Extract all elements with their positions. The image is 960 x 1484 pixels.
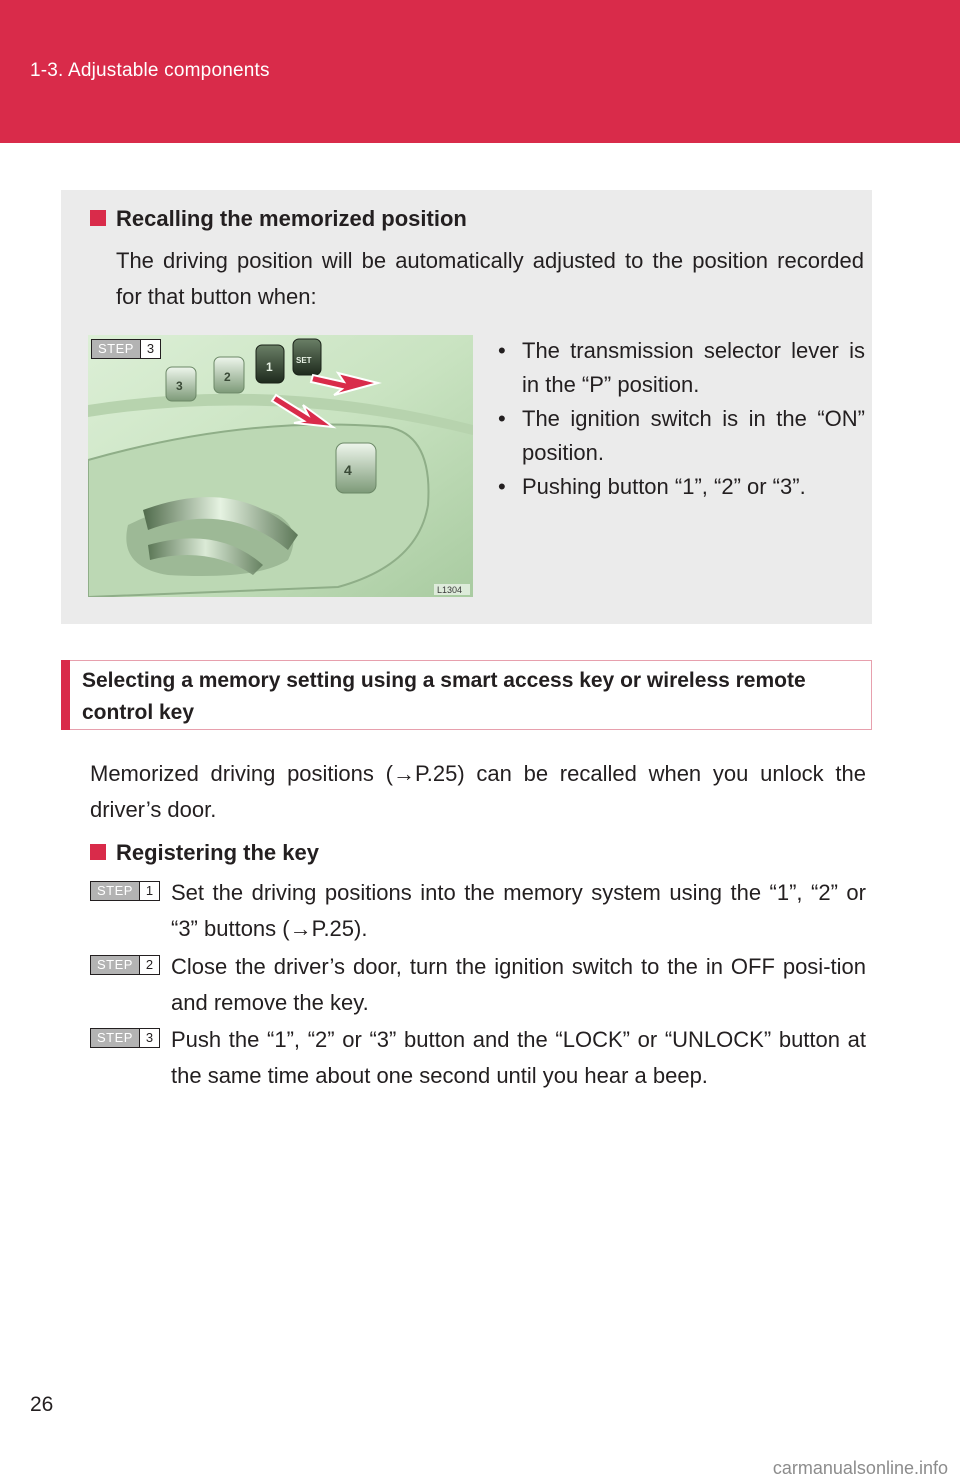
step-badge: STEP 1 (90, 881, 160, 901)
section-breadcrumb: 1-3. Adjustable components (30, 60, 270, 81)
section-title: Selecting a memory setting using a smart access key or wireless remote control key (82, 669, 806, 724)
register-heading-text: Registering the key (116, 840, 319, 865)
button-1-label: 1 (266, 360, 273, 374)
door-memory-buttons-illustration (88, 335, 473, 597)
step-word: STEP (92, 340, 141, 358)
figure-code: L1304 (437, 585, 463, 595)
step-text: Set the driving positions into the memory system using the “1”, “2” or “3” buttons (→P.25). (171, 880, 866, 941)
register-heading (90, 840, 319, 866)
step-text: Close the driver’s door, turn the ignition switch to the in OFF posi-tion and remove the key. (171, 954, 866, 1015)
recall-heading-text: Recalling the memorized position (116, 206, 467, 231)
list-item: • The transmission selector lever is in the “P” position. (498, 338, 865, 397)
step-badge: STEP 3 (90, 1028, 160, 1048)
step-number: 3 (146, 341, 155, 356)
button-3-label: 3 (176, 379, 183, 393)
button-2-label: 2 (224, 370, 231, 384)
recall-conditions-list (492, 334, 865, 504)
watermark: carmanualsonline.info (772, 1458, 948, 1478)
page-header-band (0, 0, 960, 143)
recall-paragraph: The driving position will be automatically adjusted to the position recorded for that button when: (116, 248, 864, 309)
figure-step-badge (91, 339, 161, 359)
page-number: 26 (30, 1393, 54, 1416)
section-intro: Memorized driving positions (→P.25) can be recalled when you unlock the driver’s door. (90, 761, 866, 822)
list-item: • The ignition switch is in the “ON” position. (498, 406, 865, 465)
step-text: Push the “1”, “2” or “3” button and the “LOCK” or “UNLOCK” button at the same time about one second until you hear a beep. (171, 1027, 866, 1088)
section-accent-stripe (61, 660, 70, 730)
section-heading-bar (61, 660, 872, 730)
step-badge: STEP 2 (90, 955, 160, 975)
list-item: • Pushing button “1”, “2” or “3”. (498, 474, 806, 499)
button-set-label: SET (296, 356, 312, 365)
square-bullet-icon (90, 844, 106, 860)
recall-heading (90, 206, 467, 232)
button-4-label: 4 (344, 462, 352, 478)
square-bullet-icon (90, 210, 106, 226)
